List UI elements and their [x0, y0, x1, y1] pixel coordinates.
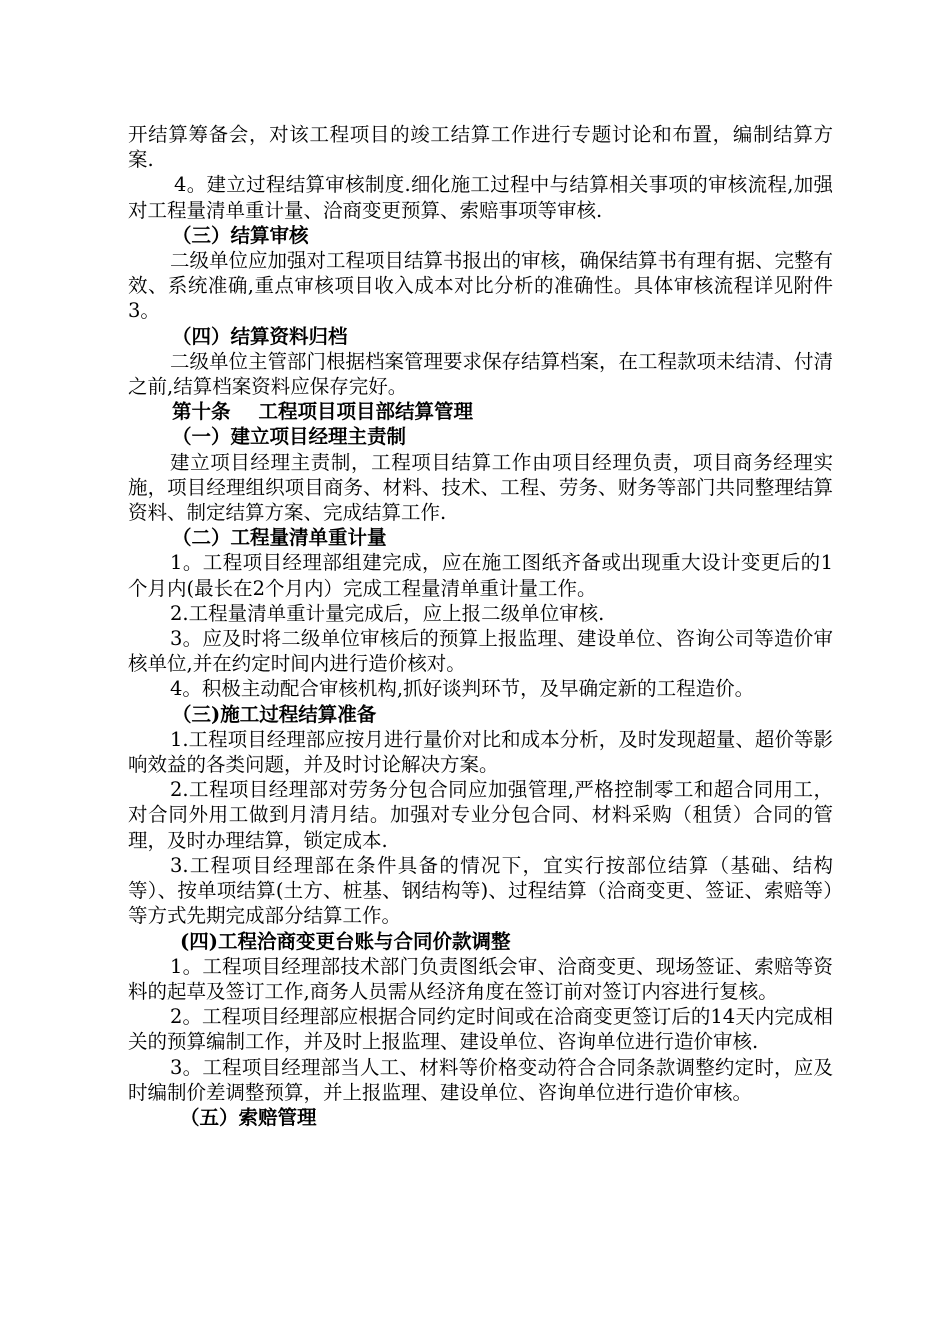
- paragraph: 二级单位应加强对工程项目结算书报出的审核，确保结算书有理有据、完整有效、系统准确,重点审核项目收入成本对比分析的准确性。具体审核流程详见附件3。: [128, 249, 834, 323]
- paragraph: 2.工程项目经理部对劳务分包合同应加强管理,严格控制零工和超合同用工，对合同外用工做到月清月结。加强对专业分包合同、材料采购（租赁）合同的管理，及时办理结算，锁定成本.: [128, 778, 833, 852]
- paragraph: 3。工程项目经理部当人工、材料等价格变动符合合同条款调整约定时，应及时编制价差调整预算，并上报监理、建设单位、咨询单位进行造价审核。: [128, 1055, 833, 1104]
- paragraph: 3.工程项目经理部在条件具备的情况下，宜实行按部位结算（基础、结构等）、按单项结算(土方、桩基、钢结构等)、过程结算（洽商变更、签证、索赔等）等方式先期完成部分结算工作。: [128, 853, 833, 928]
- paragraph: 1。工程项目经理部技术部门负责图纸会审、洽商变更、现场签证、索赔等资料的起草及签订工作,商务人员需从经济角度在签订前对签订内容进行复核。: [128, 954, 833, 1003]
- document-body: [128, 122, 833, 1130]
- paragraph: 1。工程项目经理部组建完成，应在施工图纸齐备或出现重大设计变更后的1个月内(最长在2个月内）完成工程量清单重计量工作。: [128, 551, 833, 600]
- paragraph: 4。建立过程结算审核制度.细化施工过程中与结算相关事项的审核流程,加强对工程量清单重计量、洽商变更预算、索赔事项等审核.: [128, 173, 833, 222]
- article-number: 第十条: [172, 400, 231, 424]
- section-heading: （二）工程量清单重计量: [172, 526, 387, 550]
- article-heading: [128, 399, 833, 424]
- paragraph: 4。积极主动配合审核机构,抓好谈判环节，及早确定新的工程造价。: [170, 677, 755, 701]
- section-heading: （一）建立项目经理主责制: [172, 425, 407, 449]
- paragraph: 建立项目经理主责制，工程项目结算工作由项目经理负责，项目商务经理实施，项目经理组织项目商务、材料、技术、工程、劳务、财务等部门共同整理结算资料、制定结算方案、完成结算工作.: [128, 450, 833, 525]
- section-heading: （四）结算资料归档: [172, 324, 348, 348]
- paragraph: 1.工程项目经理部应按月进行量价对比和成本分析，及时发现超量、超价等影响效益的各类问题，并及时讨论解决方案。: [128, 727, 833, 777]
- section-heading: （三）结算审核: [172, 223, 309, 247]
- paragraph: 二级单位主管部门根据档案管理要求保存结算档案，在工程款项未结清、付清之前,结算档案资料应保存完好。: [128, 349, 834, 399]
- paragraph: 3。应及时将二级单位审核后的预算上报监理、建设单位、咨询公司等造价审核单位,并在约定时间内进行造价核对。: [128, 627, 833, 676]
- section-heading: （五）索赔管理: [180, 1105, 317, 1129]
- article-title: 工程项目项目部结算管理: [258, 400, 474, 424]
- section-heading: (四)工程洽商变更台账与合同价款调整: [180, 929, 511, 953]
- paragraph: 2.工程量清单重计量完成后，应上报二级单位审核.: [170, 601, 605, 625]
- paragraph: 2。工程项目经理部应根据合同约定时间或在洽商变更签订后的14天内完成相关的预算编制工作，并及时上报监理、建设单位、咨询单位进行造价审核.: [128, 1005, 833, 1054]
- paragraph: 开结算筹备会，对该工程项目的竣工结算工作进行专题讨论和布置，编制结算方案.: [128, 123, 833, 172]
- section-heading: （三)施工过程结算准备: [172, 702, 377, 726]
